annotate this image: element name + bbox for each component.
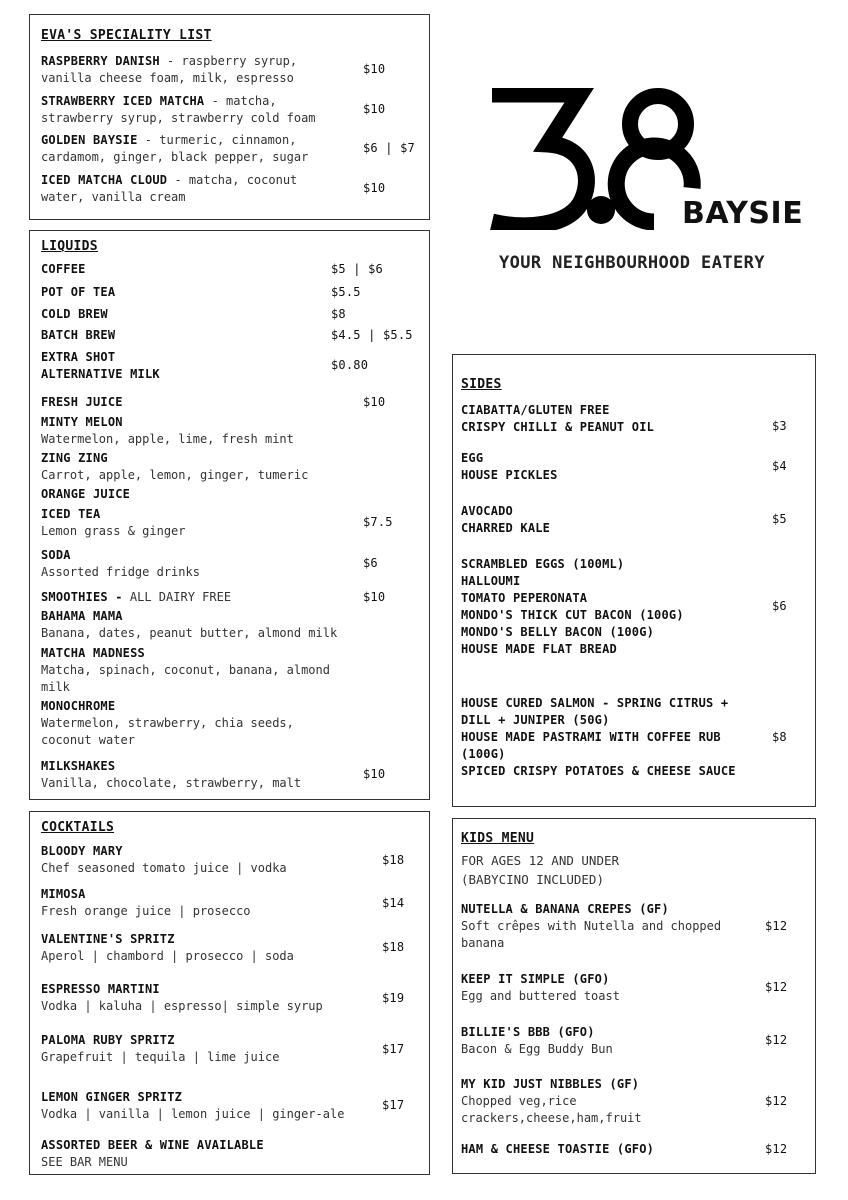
menu-item: STRAWBERRY ICED MATCHA - matcha, strawberry syrup, strawberry cold foam [41, 94, 316, 125]
menu-item: MINTY MELON Watermelon, apple, lime, fresh mint [41, 415, 294, 446]
menu-item: BLOODY MARY Chef seasoned tomato juice | vodka [41, 844, 287, 875]
menu-item: RASPBERRY DANISH - raspberry syrup, vanilla cheese foam, milk, espresso [41, 54, 298, 85]
item-price: $18 [382, 853, 405, 867]
item-price: $17 [382, 1042, 405, 1056]
item-price: $5.5 [331, 285, 361, 299]
menu-item: LEMON GINGER SPRITZ Vodka | vanilla | lemon juice | ginger-ale [41, 1090, 345, 1121]
item-price: $0.80 [331, 358, 369, 372]
menu-item: EGG HOUSE PICKLES [461, 451, 558, 482]
liquids-title: LIQUIDS [41, 239, 98, 254]
menu-item: ICED MATCHA CLOUD - matcha, coconut water, vanilla cream [41, 173, 298, 204]
item-price: $4 [772, 459, 787, 473]
item-price: $14 [382, 896, 405, 910]
sides-title: SIDES [461, 377, 502, 392]
item-price: $10 [363, 62, 386, 76]
menu-item: MATCHA MADNESS Matcha, spinach, coconut, banana, almond milk [41, 646, 330, 694]
item-price: $12 [765, 980, 788, 994]
logo-baysie: BAYSIE [682, 196, 804, 231]
menu-item: MY KID JUST NIBBLES (GF) Chopped veg,rice crackers,cheese,ham,fruit [461, 1077, 642, 1125]
menu-item: PALOMA RUBY SPRITZ Grapefruit | tequila | lime juice [41, 1033, 280, 1064]
item-price: $12 [765, 919, 788, 933]
item-price: $12 [765, 1142, 788, 1156]
item-price: $10 [363, 395, 386, 409]
item-price: $5 | $6 [331, 262, 383, 276]
item-price: $8 [772, 730, 787, 744]
item-price: $10 [363, 181, 386, 195]
menu-item: BAHAMA MAMA Banana, dates, peanut butter, almond milk [41, 609, 338, 640]
item-price: $4.5 | $5.5 [331, 328, 413, 342]
item-price: $12 [765, 1094, 788, 1108]
item-price: $5 [772, 512, 787, 526]
menu-item: CIABATTA/GLUTEN FREE CRISPY CHILLI & PEANUT OIL [461, 403, 655, 434]
menu-item: MIMOSA Fresh orange juice | prosecco [41, 887, 251, 918]
menu-item: SODA Assorted fridge drinks [41, 548, 200, 579]
item-name: ORANGE JUICE [41, 487, 131, 501]
tagline: YOUR NEIGHBOURHOOD EATERY [499, 253, 765, 273]
menu-item: VALENTINE'S SPRITZ Aperol | chambord | prosecco | soda [41, 932, 294, 963]
item-price: $3 [772, 419, 787, 433]
item-price: $10 [363, 767, 386, 781]
menu-item: SMOOTHIES - ALL DAIRY FREE [41, 590, 232, 604]
menu-item: BILLIE'S BBB (GFO) Bacon & Egg Buddy Bun [461, 1025, 613, 1056]
item-price: $19 [382, 991, 405, 1005]
menu-item: GOLDEN BAYSIE - turmeric, cinnamon, cardamom, ginger, black pepper, sugar [41, 133, 309, 164]
menu-item: ZING ZING Carrot, apple, lemon, ginger, tumeric [41, 451, 309, 482]
item-price: $7.5 [363, 515, 393, 529]
menu-item: NUTELLA & BANANA CREPES (GF) Soft crêpes with Nutella and chopped banana [461, 902, 722, 950]
item-price: $6 [772, 599, 787, 613]
item-price: $6 | $7 [363, 141, 415, 155]
item-price: $6 [363, 556, 378, 570]
menu-item: HOUSE CURED SALMON - SPRING CITRUS + DILL + JUNIPER (50G) HOUSE MADE PASTRAMI WITH COFFEE RUB (100G) SPICED CRISPY POTATOES & CHEESE SAUCE [461, 696, 736, 778]
item-price: $10 [363, 590, 386, 604]
item-price: $18 [382, 940, 405, 954]
item-price: $17 [382, 1098, 405, 1112]
item-name: BATCH BREW [41, 328, 116, 342]
item-name: FRESH JUICE [41, 395, 123, 409]
speciality-title: EVA'S SPECIALITY LIST [41, 28, 212, 43]
item-name: POT OF TEA [41, 285, 116, 299]
item-price: $10 [363, 102, 386, 116]
kids-subtitle: FOR AGES 12 AND UNDER (BABYCINO INCLUDED) [461, 853, 620, 887]
menu-item: ESPRESSO MARTINI Vodka | kaluha | espresso| simple syrup [41, 982, 323, 1013]
item-name: EXTRA SHOT ALTERNATIVE MILK [41, 350, 160, 381]
item-name: COFFEE [41, 262, 86, 276]
menu-item: AVOCADO CHARRED KALE [461, 504, 551, 535]
menu-item: MILKSHAKES Vanilla, chocolate, strawberry, malt [41, 759, 302, 790]
item-price: $12 [765, 1033, 788, 1047]
brand-logo [486, 88, 816, 230]
item-price: $8 [331, 307, 346, 321]
item-name: COLD BREW [41, 307, 108, 321]
menu-item: SCRAMBLED EGGS (100ML) HALLOUMI TOMATO PEPERONATA MONDO'S THICK CUT BACON (100G) MONDO'S BELLY BACON (100G) HOUSE MADE FLAT BREAD [461, 557, 684, 656]
menu-item: KEEP IT SIMPLE (GFO) Egg and buttered toast [461, 972, 620, 1003]
kids-title: KIDS MENU [461, 831, 535, 846]
menu-item: MONOCHROME Watermelon, strawberry, chia seeds, coconut water [41, 699, 294, 747]
item-name: HAM & CHEESE TOASTIE (GFO) [461, 1142, 655, 1156]
cocktails-title: COCKTAILS [41, 820, 115, 835]
menu-item: ICED TEA Lemon grass & ginger [41, 507, 186, 538]
menu-item: ASSORTED BEER & WINE AVAILABLE SEE BAR MENU [41, 1138, 264, 1169]
